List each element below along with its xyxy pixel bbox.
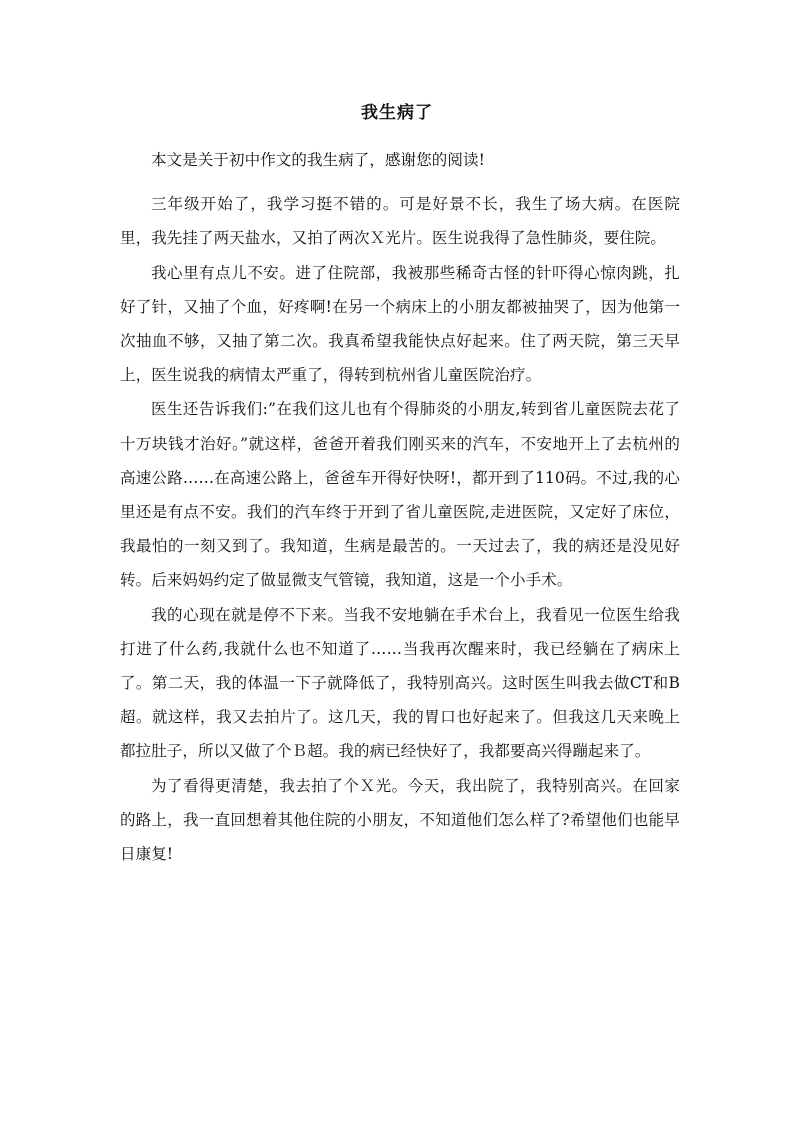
document-title: 我生病了 xyxy=(361,103,433,123)
paragraph-5: 为了看得更清楚，我去拍了个Ｘ光。今天，我出院了，我特别高兴。在回家的路上，我一直回想着其他住院的小朋友，不知道他们怎么样了?希望他们也能早日康复! xyxy=(120,776,680,864)
intro-paragraph: 本文是关于初中作文的我生病了，感谢您的阅读! xyxy=(151,151,485,169)
paragraph-2: 我心里有点儿不安。进了住院部，我被那些稀奇古怪的针吓得心惊肉跳，扎好了针，又抽了个血，好疼啊!在另一个病床上的小朋友都被抽哭了，因为他第一次抽血不够，又抽了第二次。我真希望我能快点好起来。住了两天院，第三天早上，医生说我的病情太严重了，得转到杭州省儿童医院治疗。 xyxy=(120,263,680,385)
paragraph-1: 三年级开始了，我学习挺不错的。可是好景不长，我生了场大病。在医院里，我先挂了两天盐水，又拍了两次Ｘ光片。医生说我得了急性肺炎，要住院。 xyxy=(120,195,680,248)
document-body xyxy=(120,143,680,871)
paragraph-3: 医生还告诉我们:”在我们这儿也有个得肺炎的小朋友,转到省儿童医院去花了十万块钱才治好。”就这样，爸爸开着我们刚买来的汽车，不安地开上了去杭州的高速公路……在高速公路上，爸爸车开得好快呀!，都开到了110码。不过,我的心里还是有点不安。我们的汽车终于开到了省儿童医院,走进医院，又定好了床位，我最怕的一刻又到了。我知道，生病是最苦的。一天过去了，我的病还是没见好转。后来妈妈约定了做显微支气管镜，我知道，这是一个小手术。 xyxy=(120,400,680,590)
paragraph-4: 我的心现在就是停不下来。当我不安地躺在手术台上，我看见一位医生给我打进了什么药,我就什么也不知道了……当我再次醒来时，我已经躺在了病床上了。第二天，我的体温一下子就降低了，我特别高兴。这时医生叫我去做CT和B超。就这样，我又去拍片了。这几天，我的胃口也好起来了。但我这几天来晚上都拉肚子，所以又做了个Ｂ超。我的病已经快好了，我都要高兴得蹦起来了。 xyxy=(120,605,680,761)
